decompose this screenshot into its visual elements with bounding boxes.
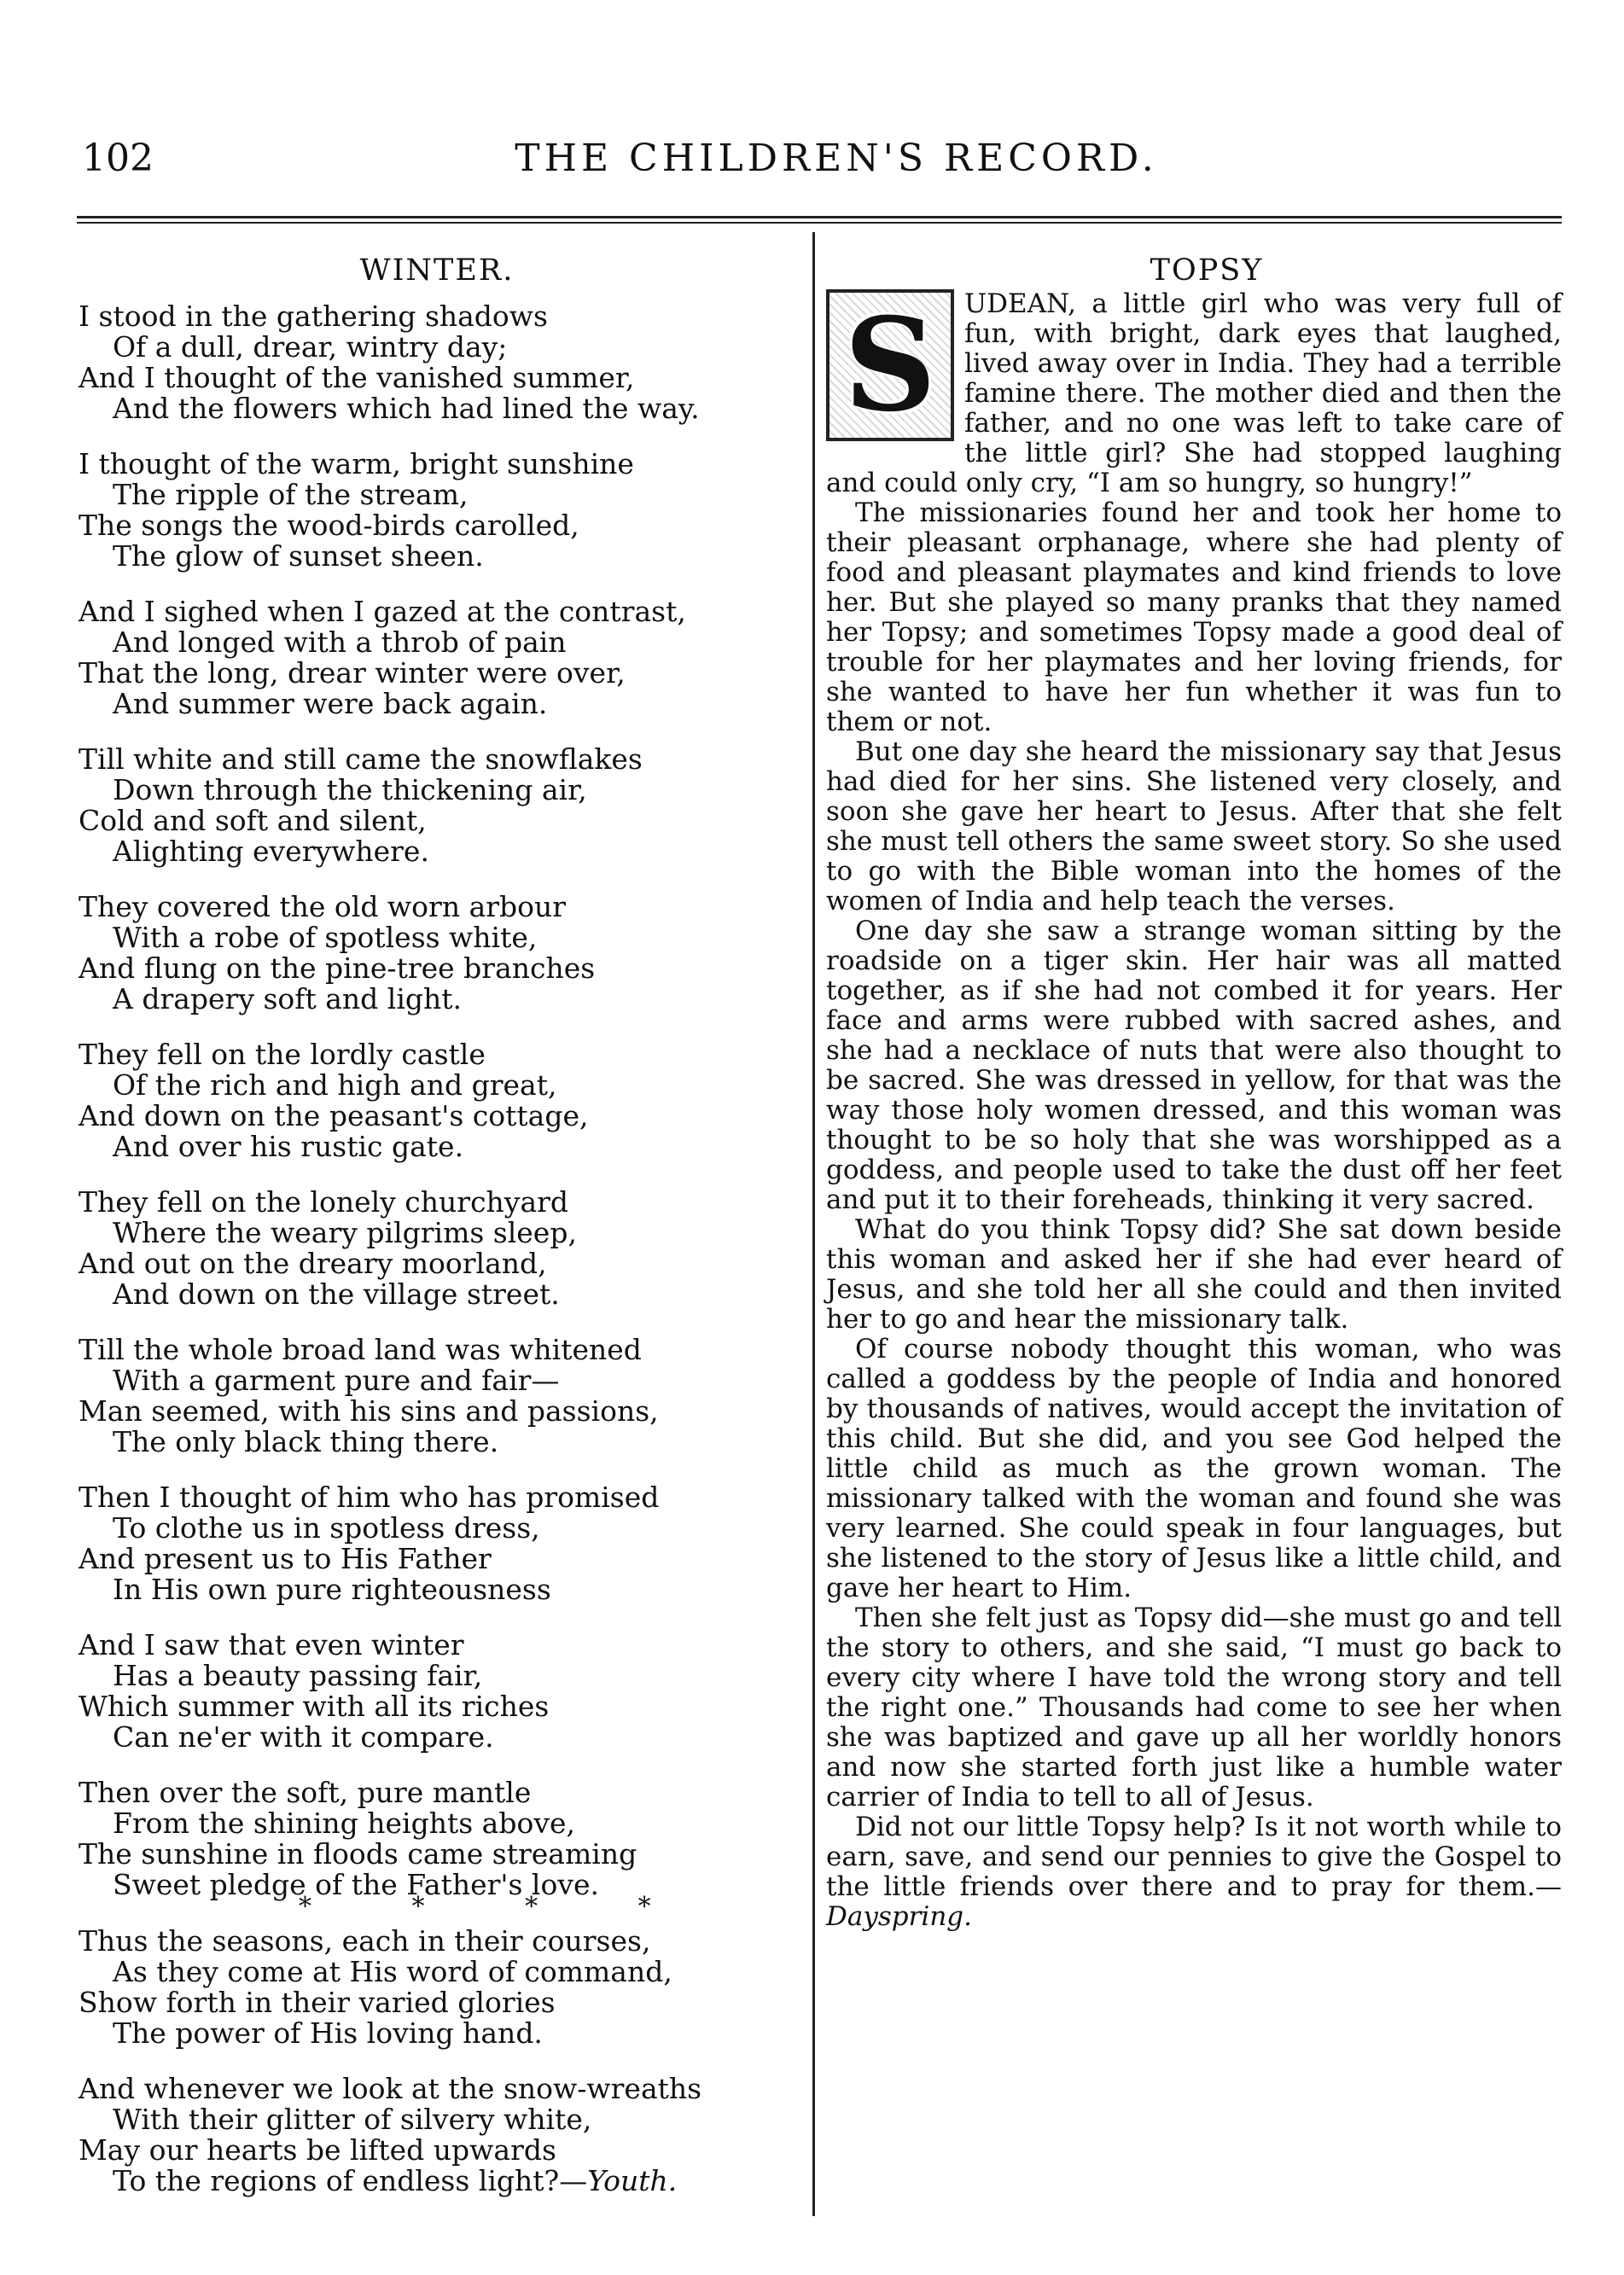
poem-line: Then I thought of him who has promised <box>79 1481 660 1514</box>
poem-line: The glow of sunset sheen. <box>113 539 484 573</box>
poem-line: The power of His loving hand. <box>113 2016 543 2050</box>
poem-line: And down on the village street. <box>113 1277 560 1311</box>
poem-line: Sweet pledge of the Father's love. <box>113 1868 599 1901</box>
poem-line: And I saw that even winter <box>79 1628 464 1661</box>
header-rule-thin <box>77 222 1562 224</box>
poem-line: Where the weary pilgrims sleep, <box>113 1216 577 1249</box>
page-header <box>77 137 1562 196</box>
story-attribution: Dayspring. <box>826 1901 972 1932</box>
poem-line: To clothe us in spotless dress, <box>113 1511 540 1545</box>
poem-line: And out on the dreary moorland, <box>79 1247 547 1280</box>
poem-line: And summer were back again. <box>113 687 548 720</box>
poem-title: WINTER. <box>359 253 515 288</box>
poem-line: And whenever we look at the snow-wreaths <box>79 2072 702 2105</box>
story-paragraph <box>826 1812 1562 1932</box>
poem-line: Show forth in their varied glories <box>79 1986 556 2019</box>
poem-stanza <box>79 1039 795 1162</box>
poem-line: They fell on the lordly castle <box>79 1038 486 1071</box>
poem-line: I thought of the warm, bright sunshine <box>79 447 634 480</box>
poem-line: With a robe of spotless white, <box>113 921 538 954</box>
poem-line: As they come at His word of command, <box>113 1955 672 1988</box>
story-title: TOPSY <box>1150 253 1264 288</box>
drop-cap <box>826 289 954 441</box>
drop-cap-letter: S <box>843 290 937 440</box>
poem-stanza <box>79 2074 795 2196</box>
section-stars: * * * * <box>299 1892 651 1922</box>
poem-line: The ripple of the stream, <box>113 478 469 511</box>
poem-line: I stood in the gathering shadows <box>79 300 548 333</box>
poem-stanza <box>79 1630 795 1753</box>
poem-line: They covered the old worn arbour <box>79 890 567 923</box>
poem-line: Has a beauty passing fair, <box>113 1659 483 1692</box>
poem-stanza <box>79 301 795 424</box>
story-column <box>826 252 1562 1932</box>
story-paragraph: Of course nobody thought this woman, who was called a goddess by the people of India and honored by thousands of natives, would accept the invitation of this child. But she did, and you see God helped the little child as much as the grown woman. The missionary talked with the woman and found she was very learned. She could speak in four languages, but she listened to the story of Jesus like a little child, and gave her heart to Him. <box>826 1334 1562 1603</box>
page-number: 102 <box>82 137 154 180</box>
poem-line: And over his rustic gate. <box>113 1130 464 1163</box>
story-paragraph-text: Did not our little Topsy help? Is it not worth while to earn, save, and send our pennies to give the Gospel to the little friends over there and to pray for them.— <box>826 1812 1562 1902</box>
poem-line: Cold and soft and silent, <box>79 804 427 837</box>
poem-stanza <box>79 1335 795 1458</box>
poem-line: In His own pure righteousness <box>113 1573 551 1606</box>
poem-line: Till white and still came the snowflakes <box>79 742 643 776</box>
story-paragraph: What do you think Topsy did? She sat down beside this woman and asked her if she had ever heard of Jesus, and she told her all she could and then invited her to go and hear the missionary talk. <box>826 1214 1562 1335</box>
poem-attribution: Youth. <box>587 2164 678 2197</box>
poem-stanza <box>79 449 795 572</box>
poem-line: Man seemed, with his sins and passions, <box>79 1394 659 1428</box>
journal-title: THE CHILDREN'S RECORD. <box>515 137 1158 180</box>
poem-stanza <box>79 1482 795 1605</box>
story-paragraph: Then she felt just as Topsy did—she must go and tell the story to others, and she said, “I must go back to every city where I have told the wrong story and tell the right one.” Thousands had come to see her when she was baptized and gave up all her worldly honors and now she started forth just like a humble water carrier of India to tell to all of Jesus. <box>826 1603 1562 1812</box>
poem-line: Which summer with all its riches <box>79 1690 550 1723</box>
poem-stanza <box>79 744 795 867</box>
poem-line: And flung on the pine-tree branches <box>79 951 596 985</box>
poem-line: That the long, drear winter were over, <box>79 656 626 689</box>
poem-stanza <box>79 1778 795 1900</box>
poem-line: And I sighed when I gazed at the contrast, <box>79 595 686 628</box>
poem-line: And down on the peasant's cottage, <box>79 1099 589 1132</box>
poem-line <box>79 2166 795 2196</box>
poem-line: Then over the soft, pure mantle <box>79 1776 532 1809</box>
story-paragraph: UDEAN, a little girl who was very full of fun, with bright, dark eyes that laughed, lived away over in India. They had a terrible famine there. The mother died and then the father, and no one was left to take care of the little girl? She had stopped laughing and could only cry, “I am so hungry, so hungry!” <box>826 288 1562 498</box>
poem-line: Can ne'er with it compare. <box>113 1720 494 1754</box>
poem-stanza <box>79 596 795 719</box>
poem-stanza <box>79 892 795 1015</box>
story-paragraph: But one day she heard the missionary say that Jesus had died for her sins. She listened very closely, and soon she gave her heart to Jesus. After that she felt she must tell others the same sweet story. So she used to go with the Bible woman into the homes of the women of India and help teach the verses. <box>826 736 1562 916</box>
poem-line: Of a dull, drear, wintry day; <box>113 330 508 364</box>
poem-line: And the flowers which had lined the way. <box>113 392 700 425</box>
poem-line: And I thought of the vanished summer, <box>79 361 635 394</box>
poem-line: Thus the seasons, each in their courses, <box>79 1924 651 1958</box>
poem-line: The songs the wood-birds carolled, <box>79 509 579 542</box>
poem-line: With their glitter of silvery white, <box>113 2103 592 2136</box>
poem-line: The only black thing there. <box>113 1425 499 1458</box>
story-paragraph: One day she saw a strange woman sitting by the roadside on a tiger skin. Her hair was all matted together, as if she had not combed it for years. Her face and arms were rubbed with sacred ashes, and she had a necklace of nuts that were also thought to be sacred. She was dressed in yellow, for that was the way those holy women dressed, and this woman was thought to be so holy that she was worshipped as a goddess, and people used to take the dust off her feet and put it to their foreheads, thinking it very sacred. <box>826 916 1562 1215</box>
poem-stanzas <box>79 301 795 2196</box>
poem-line: With a garment pure and fair— <box>113 1364 560 1397</box>
poem-line: Alighting everywhere. <box>113 835 429 868</box>
poem-line-text: To the regions of endless light?— <box>113 2164 588 2197</box>
header-rule <box>77 216 1562 218</box>
poem-line: The sunshine in floods came streaming <box>79 1837 637 1871</box>
poem-stanza <box>79 1187 795 1310</box>
story-body <box>826 289 1562 1932</box>
poem-line: May our hearts be lifted upwards <box>79 2133 556 2167</box>
poem-stanza <box>79 1926 795 2049</box>
column-divider <box>812 232 815 2216</box>
poem-line: They fell on the lonely churchyard <box>79 1185 569 1219</box>
poem-line: And present us to His Father <box>79 1542 492 1575</box>
poem-line: Down through the thickening air, <box>113 773 587 806</box>
poem-line: A drapery soft and light. <box>113 982 463 1015</box>
poem-line: Of the rich and high and great, <box>113 1068 557 1102</box>
poem-line: Till the whole broad land was whitened <box>79 1333 642 1366</box>
poem-column <box>79 252 795 2221</box>
story-paragraph: The missionaries found her and took her home to their pleasant orphanage, where she had plenty of food and pleasant playmates and kind friends to love her. But she played so many pranks that they named her Topsy; and sometimes Topsy made a good deal of trouble for her playmates and her loving friends, for she wanted to have her fun whether it was fun to them or not. <box>826 497 1562 737</box>
poem-line: From the shining heights above, <box>113 1807 576 1840</box>
poem-line: And longed with a throb of pain <box>113 625 567 659</box>
